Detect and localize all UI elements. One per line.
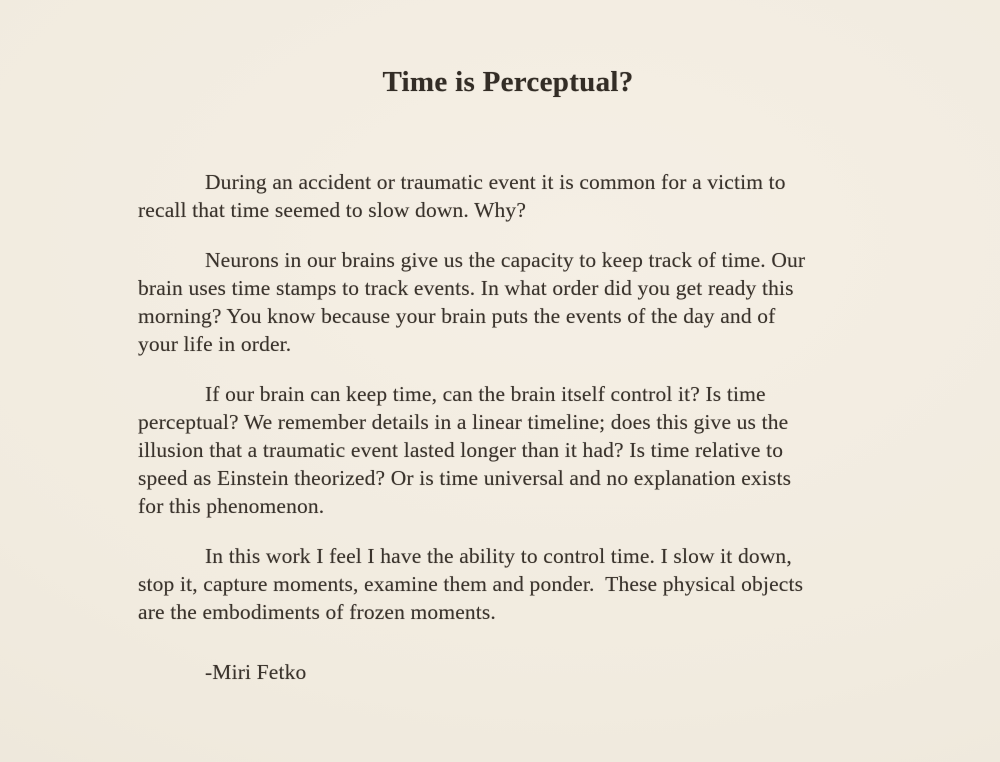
statement-body [138,168,890,686]
paragraph-line: brain uses time stamps to track events. In what order did you get ready this [138,276,794,300]
paragraph-line: morning? You know because your brain puts the events of the day and of [138,304,776,328]
paragraph-line: illusion that a traumatic event lasted longer than it had? Is time relative to [138,438,784,462]
paragraph-line: If our brain can keep time, can the brain itself control it? Is time [205,382,766,406]
paragraph-1 [138,168,890,224]
paragraph-line: speed as Einstein theorized? Or is time universal and no explanation exists [138,466,792,490]
paragraph-line: In this work I feel I have the ability to control time. I slow it down, [205,544,792,568]
paragraph-line: Neurons in our brains give us the capacity to keep track of time. Our [205,248,806,272]
paragraph-2 [138,246,890,358]
paragraph-3 [138,380,890,520]
paragraph-line: perceptual? We remember details in a linear timeline; does this give us the [138,410,789,434]
paragraph-line: for this phenomenon. [138,494,325,518]
paragraph-4 [138,542,890,626]
paragraph-line: recall that time seemed to slow down. Why? [138,198,527,222]
paragraph-line: stop it, capture moments, examine them and ponder. These physical objects [138,572,804,596]
author-signature: -Miri Fetko [205,660,307,684]
page-title: Time is Perceptual? [382,66,634,98]
paragraph-line: are the embodiments of frozen moments. [138,600,496,624]
paragraph-line: During an accident or traumatic event it is common for a victim to [205,170,786,194]
paragraph-line: your life in order. [138,332,292,356]
